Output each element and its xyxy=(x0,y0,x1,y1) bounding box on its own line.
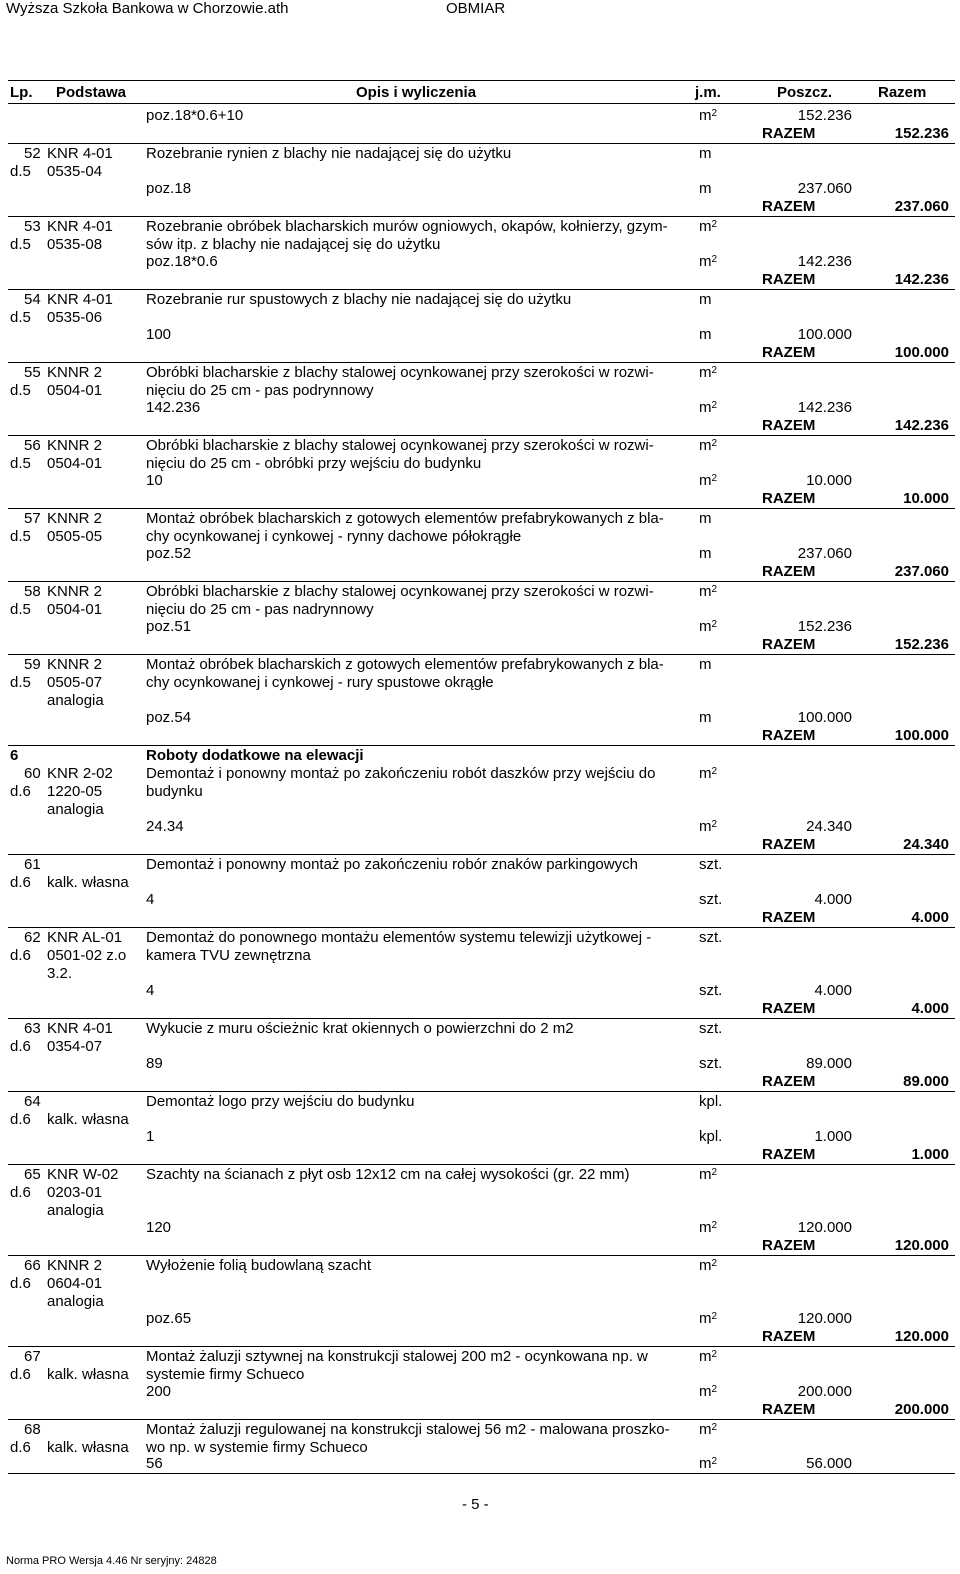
partial-quantity: 100.000 xyxy=(797,326,852,343)
razem-total: 24.340 xyxy=(903,836,949,853)
razem-total: 152.236 xyxy=(894,125,949,142)
item-description: Demontaż i ponowny montaż po zakończeniu robót daszków przy wejściu do xyxy=(146,765,656,782)
unit-cell: $m^2$ xyxy=(699,765,718,782)
calc-expression: poz.18*0.6+10 xyxy=(146,107,244,124)
item-basis: KNR W-02 xyxy=(47,1166,119,1183)
partial-quantity: 120.000 xyxy=(797,1219,852,1236)
item-basis: 0604-01 xyxy=(47,1275,103,1292)
item-lp: 63 xyxy=(24,1020,41,1037)
item-lp: 56 xyxy=(24,437,41,454)
item-lp: 67 xyxy=(24,1348,41,1365)
item-lp: 66 xyxy=(24,1257,41,1274)
item-description: Montaż żaluzji sztywnej na konstrukcji stalowej 200 m2 - ocynkowana np. w xyxy=(146,1348,648,1365)
item-description: sów itp. z blachy nie nadającej się do użytku xyxy=(146,236,441,253)
partial-quantity: 200.000 xyxy=(797,1383,852,1400)
item-basis: KNNR 2 xyxy=(47,1257,103,1274)
item-basis: KNNR 2 xyxy=(47,364,103,381)
item-description: nięciu do 25 cm - pas nadrynnowy xyxy=(146,601,374,618)
item-basis: KNNR 2 xyxy=(47,656,103,673)
unit-cell: szt. xyxy=(699,1020,723,1037)
calc-expression: 4 xyxy=(146,891,155,908)
item-description: Obróbki blacharskie z blachy stalowej ocynkowanej przy szerokości w rozwi- xyxy=(146,583,654,600)
razem-label: RAZEM xyxy=(762,490,816,507)
item-lp: d.5 xyxy=(10,601,31,618)
razem-label: RAZEM xyxy=(762,1073,816,1090)
partial-quantity: 152.236 xyxy=(797,618,852,635)
razem-label: RAZEM xyxy=(762,563,816,580)
item-basis: 0354-07 xyxy=(47,1038,103,1055)
item-basis: KNR 4-01 xyxy=(47,1020,113,1037)
razem-total: 89.000 xyxy=(903,1073,949,1090)
calc-expression: 56 xyxy=(146,1455,163,1472)
partial-quantity: 24.340 xyxy=(806,818,852,835)
razem-total: 200.000 xyxy=(894,1401,949,1418)
item-basis: analogia xyxy=(47,801,104,818)
item-lp: d.5 xyxy=(10,163,31,180)
calc-expression: poz.65 xyxy=(146,1310,192,1327)
razem-total: 142.236 xyxy=(894,271,949,288)
partial-quantity: 4.000 xyxy=(814,982,852,999)
unit-cell: m xyxy=(699,656,712,673)
item-separator xyxy=(8,1255,955,1256)
item-basis: 0203-01 xyxy=(47,1184,103,1201)
unit-cell: $m^2$ xyxy=(699,1310,718,1327)
item-separator xyxy=(8,745,955,746)
unit-cell: $m^2$ xyxy=(699,1257,718,1274)
item-basis: analogia xyxy=(47,1202,104,1219)
col-lp: Lp. xyxy=(10,84,33,101)
table-bottom-rule xyxy=(8,1473,955,1474)
item-separator xyxy=(8,1164,955,1165)
col-opis: Opis i wyliczenia xyxy=(356,84,477,101)
item-lp: 61 xyxy=(24,856,41,873)
unit-cell: m xyxy=(699,510,712,527)
calc-expression: poz.51 xyxy=(146,618,192,635)
item-lp: 58 xyxy=(24,583,41,600)
item-basis: 3.2. xyxy=(47,965,73,982)
item-separator xyxy=(8,581,955,582)
item-separator xyxy=(8,1346,955,1347)
calc-expression: 24.34 xyxy=(146,818,184,835)
item-description: Rozebranie obróbek blacharskich murów ogniowych, okapów, kołnierzy, gzym- xyxy=(146,218,668,235)
unit-cell: $m^2$ xyxy=(699,1348,718,1365)
item-basis: analogia xyxy=(47,692,104,709)
item-basis: 0501-02 z.o xyxy=(47,947,127,964)
item-lp: d.6 xyxy=(10,1439,31,1456)
razem-total: 237.060 xyxy=(894,198,949,215)
unit-cell: $m^2$ xyxy=(699,218,718,235)
razem-label: RAZEM xyxy=(762,344,816,361)
item-basis: 0505-05 xyxy=(47,528,103,545)
item-basis: 0535-04 xyxy=(47,163,103,180)
unit-cell: m xyxy=(699,545,712,562)
item-lp: d.6 xyxy=(10,1111,31,1128)
razem-total: 120.000 xyxy=(894,1237,949,1254)
item-separator xyxy=(8,654,955,655)
item-description: Demontaż logo przy wejściu do budynku xyxy=(146,1093,415,1110)
partial-quantity: 100.000 xyxy=(797,709,852,726)
item-separator xyxy=(8,362,955,363)
razem-total: 100.000 xyxy=(894,727,949,744)
razem-label: RAZEM xyxy=(762,1328,816,1345)
partial-quantity: 1.000 xyxy=(814,1128,852,1145)
item-basis: 1220-05 xyxy=(47,783,103,800)
item-description: Szachty na ścianach z płyt osb 12x12 cm na całej wysokości (gr. 22 mm) xyxy=(146,1166,630,1183)
item-description: budynku xyxy=(146,783,203,800)
item-separator xyxy=(8,1419,955,1420)
item-description: Demontaż do ponownego montażu elementów systemu telewizji użytkowej - xyxy=(146,929,652,946)
unit-cell: $m^2$ xyxy=(699,399,718,416)
item-separator xyxy=(8,289,955,290)
software-footer: Norma PRO Wersja 4.46 Nr seryjny: 24828 xyxy=(6,1555,217,1567)
partial-quantity: 56.000 xyxy=(806,1455,852,1472)
item-separator xyxy=(8,927,955,928)
partial-quantity: 10.000 xyxy=(806,472,852,489)
partial-quantity: 4.000 xyxy=(814,891,852,908)
partial-quantity: 142.236 xyxy=(797,399,852,416)
item-basis: KNR 4-01 xyxy=(47,145,113,162)
item-description: Wyłożenie folią budowlaną szacht xyxy=(146,1257,371,1274)
page-number: - 5 - xyxy=(462,1496,489,1513)
razem-total: 152.236 xyxy=(894,636,949,653)
item-basis: kalk. własna xyxy=(47,1439,129,1456)
razem-total: 100.000 xyxy=(894,344,949,361)
item-lp: 53 xyxy=(24,218,41,235)
item-basis: 0535-06 xyxy=(47,309,103,326)
calc-expression: poz.52 xyxy=(146,545,192,562)
razem-total: 4.000 xyxy=(911,1000,949,1017)
item-separator xyxy=(8,508,955,509)
razem-total: 10.000 xyxy=(903,490,949,507)
razem-label: RAZEM xyxy=(762,909,816,926)
item-lp: d.6 xyxy=(10,1366,31,1383)
unit-cell: m xyxy=(699,145,712,162)
item-description: Rozebranie rynien z blachy nie nadającej się do użytku xyxy=(146,145,512,162)
unit-cell: $m^2$ xyxy=(699,472,718,489)
unit-cell: m xyxy=(699,180,712,197)
item-basis: KNNR 2 xyxy=(47,583,103,600)
item-basis: 0504-01 xyxy=(47,601,103,618)
item-lp: d.6 xyxy=(10,947,31,964)
unit-cell: $m^2$ xyxy=(699,1455,718,1472)
item-separator xyxy=(8,435,955,436)
item-description: Rozebranie rur spustowych z blachy nie nadającej się do użytku xyxy=(146,291,572,308)
calc-expression: 142.236 xyxy=(146,399,201,416)
header-institution: Wyższa Szkoła Bankowa w Chorzowie.ath xyxy=(6,0,289,17)
unit-cell: m xyxy=(699,709,712,726)
razem-label: RAZEM xyxy=(762,125,816,142)
unit-cell: szt. xyxy=(699,856,723,873)
razem-label: RAZEM xyxy=(762,271,816,288)
item-lp: 54 xyxy=(24,291,41,308)
unit-cell: szt. xyxy=(699,929,723,946)
razem-label: RAZEM xyxy=(762,636,816,653)
item-separator xyxy=(8,1091,955,1092)
partial-quantity: 120.000 xyxy=(797,1310,852,1327)
razem-total: 1.000 xyxy=(911,1146,949,1163)
razem-total: 142.236 xyxy=(894,417,949,434)
item-lp: d.5 xyxy=(10,309,31,326)
item-lp: 59 xyxy=(24,656,41,673)
item-lp: d.5 xyxy=(10,236,31,253)
col-razem: Razem xyxy=(878,84,927,101)
item-description: chy ocynkowanej i cynkowej - rynny dachowe półokrągłe xyxy=(146,528,522,545)
item-lp: 60 xyxy=(24,765,41,782)
item-lp: 52 xyxy=(24,145,41,162)
item-description: nięciu do 25 cm - obróbki przy wejściu do budynku xyxy=(146,455,482,472)
calc-expression: 10 xyxy=(146,472,163,489)
item-description: Obróbki blacharskie z blachy stalowej ocynkowanej przy szerokości w rozwi- xyxy=(146,437,654,454)
col-poszcz: Poszcz. xyxy=(777,84,833,101)
item-description: kamera TVU zewnętrzna xyxy=(146,947,311,964)
item-lp: d.6 xyxy=(10,1038,31,1055)
item-basis: KNNR 2 xyxy=(47,437,103,454)
header-doc-type: OBMIAR xyxy=(446,0,506,17)
razem-label: RAZEM xyxy=(762,1401,816,1418)
item-basis: KNR 2-02 xyxy=(47,765,113,782)
section-number: 6 xyxy=(10,747,19,764)
item-description: nięciu do 25 cm - pas podrynnowy xyxy=(146,382,374,399)
item-separator xyxy=(8,216,955,217)
item-lp: 55 xyxy=(24,364,41,381)
item-description: chy ocynkowanej i cynkowej - rury spustowe okrągłe xyxy=(146,674,494,691)
calc-expression: 1 xyxy=(146,1128,155,1145)
item-basis: KNR 4-01 xyxy=(47,291,113,308)
calc-expression: 100 xyxy=(146,326,172,343)
item-basis: kalk. własna xyxy=(47,1111,129,1128)
item-basis: 0535-08 xyxy=(47,236,103,253)
partial-quantity: 142.236 xyxy=(797,253,852,270)
unit-cell: szt. xyxy=(699,891,723,908)
razem-label: RAZEM xyxy=(762,1237,816,1254)
unit-cell: $m^2$ xyxy=(699,583,718,600)
unit-cell: $m^2$ xyxy=(699,618,718,635)
unit-cell: $m^2$ xyxy=(699,1383,718,1400)
razem-total: 237.060 xyxy=(894,563,949,580)
razem-label: RAZEM xyxy=(762,198,816,215)
calc-expression: 120 xyxy=(146,1219,172,1236)
item-description: wo np. w systemie firmy Schueco xyxy=(146,1439,368,1456)
razem-total: 120.000 xyxy=(894,1328,949,1345)
calc-expression: 89 xyxy=(146,1055,163,1072)
item-description: Montaż żaluzji regulowanej na konstrukcji stalowej 56 m2 - malowana proszko- xyxy=(146,1421,670,1438)
razem-label: RAZEM xyxy=(762,727,816,744)
razem-label: RAZEM xyxy=(762,836,816,853)
item-lp: d.6 xyxy=(10,874,31,891)
item-description: Montaż obróbek blacharskich z gotowych elementów prefabrykowanych z bla- xyxy=(146,510,664,527)
col-jm: j.m. xyxy=(695,84,721,101)
razem-total: 4.000 xyxy=(911,909,949,926)
item-lp: d.5 xyxy=(10,455,31,472)
item-lp: d.5 xyxy=(10,674,31,691)
item-lp: d.6 xyxy=(10,1275,31,1292)
unit-cell: m xyxy=(699,291,712,308)
item-basis: 0504-01 xyxy=(47,455,103,472)
unit-cell: $m^2$ xyxy=(699,818,718,835)
item-description: Wykucie z muru ościeżnic krat okiennych o powierzchni do 2 m2 xyxy=(146,1020,574,1037)
item-basis: 0505-07 xyxy=(47,674,103,691)
razem-label: RAZEM xyxy=(762,1146,816,1163)
partial-quantity: 89.000 xyxy=(806,1055,852,1072)
item-lp: d.5 xyxy=(10,382,31,399)
item-description: systemie firmy Schueco xyxy=(146,1366,305,1383)
item-lp: 57 xyxy=(24,510,41,527)
unit-cell: $m^2$ xyxy=(699,253,718,270)
item-basis: analogia xyxy=(47,1293,104,1310)
item-lp: 64 xyxy=(24,1093,41,1110)
calc-expression: poz.54 xyxy=(146,709,192,726)
item-basis: KNR 4-01 xyxy=(47,218,113,235)
item-lp: d.6 xyxy=(10,783,31,800)
unit-cell: szt. xyxy=(699,982,723,999)
unit-cell: $m^2$ xyxy=(699,437,718,454)
partial-quantity: 237.060 xyxy=(797,545,852,562)
item-lp: 62 xyxy=(24,929,41,946)
razem-label: RAZEM xyxy=(762,417,816,434)
item-separator xyxy=(8,854,955,855)
item-basis: 0504-01 xyxy=(47,382,103,399)
unit-cell: kpl. xyxy=(699,1093,723,1110)
partial-quantity: 152.236 xyxy=(797,107,852,124)
item-lp: 65 xyxy=(24,1166,41,1183)
col-podstawa: Podstawa xyxy=(56,84,127,101)
unit-cell: $m^2$ xyxy=(699,1166,718,1183)
unit-cell: $m^2$ xyxy=(699,364,718,381)
item-lp: d.6 xyxy=(10,1184,31,1201)
item-lp: d.5 xyxy=(10,528,31,545)
item-description: Obróbki blacharskie z blachy stalowej ocynkowanej przy szerokości w rozwi- xyxy=(146,364,654,381)
calc-expression: 200 xyxy=(146,1383,172,1400)
section-title: Roboty dodatkowe na elewacji xyxy=(146,747,364,764)
unit-cell: kpl. xyxy=(699,1128,723,1145)
item-description: Demontaż i ponowny montaż po zakończeniu robór znaków parkingowych xyxy=(146,856,638,873)
unit-cell: m xyxy=(699,326,712,343)
item-description: Montaż obróbek blacharskich z gotowych elementów prefabrykowanych z bla- xyxy=(146,656,664,673)
partial-quantity: 237.060 xyxy=(797,180,852,197)
item-lp: 68 xyxy=(24,1421,41,1438)
unit-cell: szt. xyxy=(699,1055,723,1072)
unit-cell: $m^2$ xyxy=(699,107,718,124)
item-basis: KNNR 2 xyxy=(47,510,103,527)
item-basis: KNR AL-01 xyxy=(47,929,123,946)
unit-cell: $m^2$ xyxy=(699,1219,718,1236)
razem-label: RAZEM xyxy=(762,1000,816,1017)
calc-expression: 4 xyxy=(146,982,155,999)
calc-expression: poz.18*0.6 xyxy=(146,253,218,270)
item-basis: kalk. własna xyxy=(47,1366,129,1383)
item-basis: kalk. własna xyxy=(47,874,129,891)
unit-cell: $m^2$ xyxy=(699,1421,718,1438)
calc-expression: poz.18 xyxy=(146,180,192,197)
item-separator xyxy=(8,1018,955,1019)
item-separator xyxy=(8,143,955,144)
